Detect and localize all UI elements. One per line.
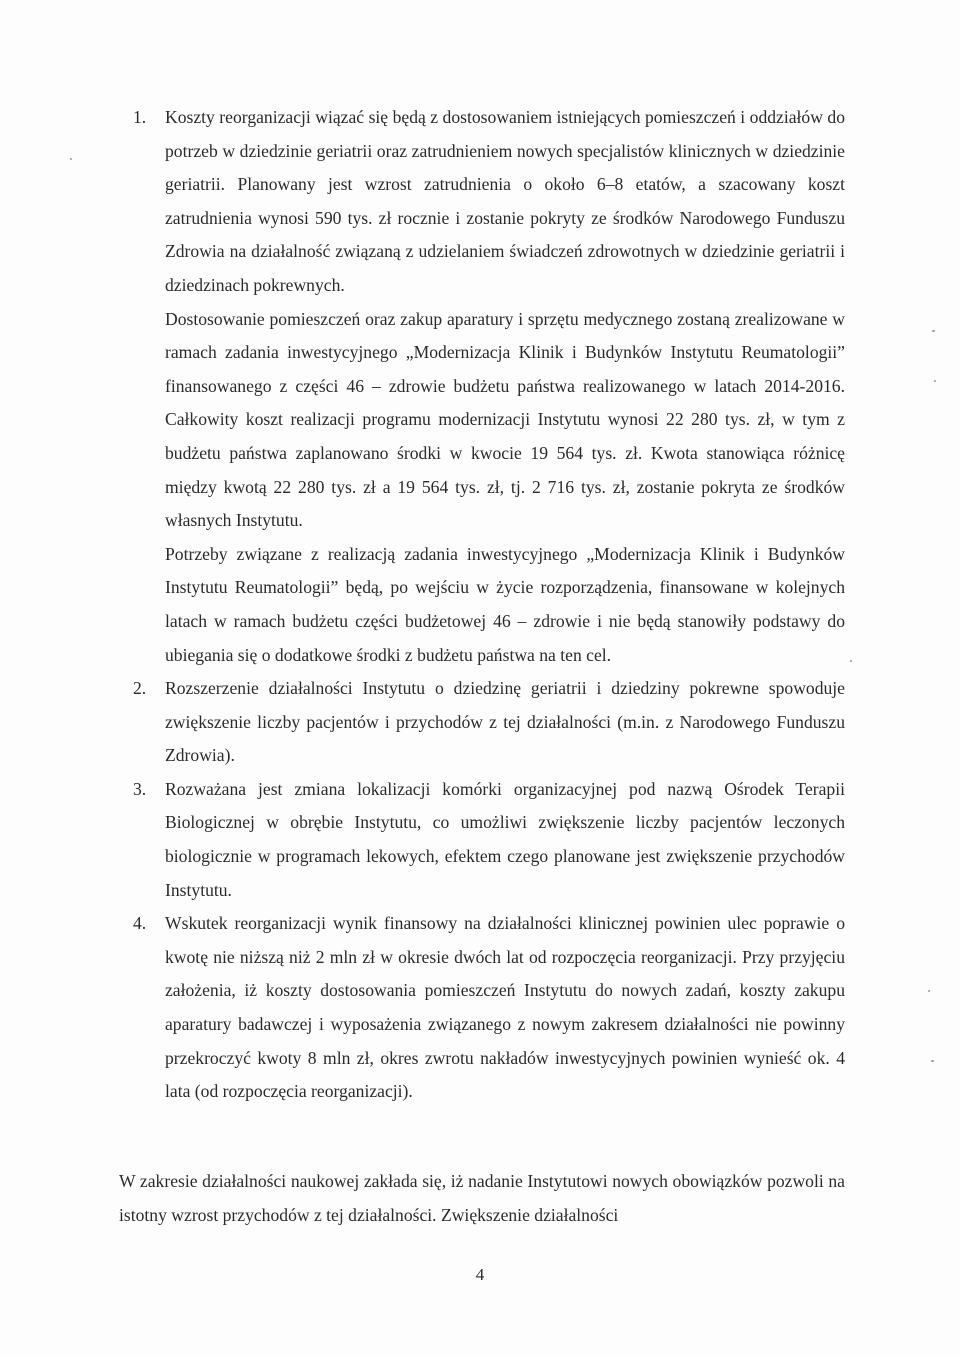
paragraph-future-financing: Potrzeby związane z realizacją zadania inwestycyjnego „Modernizacja Klinik i Budynków Instytutu Reumatologii” będą, po wejściu w życie rozporządzenia, finansowane w kolejnych latach w ramach budżetu części budżetowej 46 – zdrowie i nie będą stanowiły podstawy do ubiegania się o dodatkowe środki z budżetu państwa na ten cel. [165, 543, 845, 665]
list-item-2 [133, 672, 845, 773]
scan-speck [931, 1060, 934, 1062]
numbered-list [133, 101, 845, 1109]
list-item-number: 3. [133, 778, 147, 799]
list-item-number: 4. [133, 913, 147, 934]
page-number: 4 [475, 1265, 485, 1284]
closing-paragraph: W zakresie działalności naukowej zakłada się, iż nadanie Instytutowi nowych obowiązków pozwoli na istotny wzrost przychodów z tej działalności. Zwiększenie działalności [119, 1171, 845, 1225]
paragraph-modernization-funding: Dostosowanie pomieszczeń oraz zakup aparatury i sprzętu medycznego zostaną zrealizowane w ramach zadania inwestycyjnego „Modernizacja Klinik i Budynków Instytutu Reumatologii” finansowanego z części 46 – zdrowie budżetu państwa realizowanego w latach 2014-2016. Całkowity koszt realizacji programu modernizacji Instytutu wynosi 22 280 tys. zł, w tym z budżetu państwa zaplanowano środki w kwocie 19 564 tys. zł. Kwota stanowiąca różnicę między kwotą 22 280 tys. zł a 19 564 tys. zł, tj. 2 716 tys. zł, zostanie pokryta ze środków własnych Instytutu. [165, 308, 845, 531]
scan-speck [928, 990, 930, 992]
list-item-number: 2. [133, 678, 147, 699]
scan-speck [934, 380, 936, 382]
list-item-number: 1. [133, 107, 147, 127]
paragraph-biological-therapy-center: Rozważana jest zmiana lokalizacji komórki organizacyjnej pod nazwą Ośrodek Terapii Biologicznej w obrębie Instytutu, co umożliwi zwiększenie liczby pacjentów leczonych biologicznie w programach lekowych, efektem czego planowane jest zwiększenie przychodów Instytutu. [165, 778, 845, 900]
list-item-body [165, 773, 845, 907]
list-item-1 [133, 101, 845, 672]
paragraph-reorganization-costs: Koszty reorganizacji wiązać się będą z dostosowaniem istniejących pomieszczeń i oddziałów do potrzeb w dziedzinie geriatrii oraz zatrudnieniem nowych specjalistów klinicznych w dziedzinie geriatrii. Planowany jest wzrost zatrudnienia o około 6–8 etatów, a szacowany koszt zatrudnienia wynosi 590 tys. zł rocznie i zostanie pokryty ze środków Narodowego Funduszu Zdrowia na działalność związaną z udzielaniem świadczeń zdrowotnych w dziedzinie geriatrii i dziedzinach pokrewnych. [165, 107, 845, 295]
scan-speck [932, 330, 935, 332]
list-item-body [165, 907, 845, 1109]
scan-speck [70, 158, 72, 160]
list-item-body [165, 672, 845, 773]
list-item-body [165, 101, 845, 672]
list-item-4 [133, 907, 845, 1109]
paragraph-financial-result: Wskutek reorganizacji wynik finansowy na działalności klinicznej powinien ulec poprawie o kwotę nie niższą niż 2 mln zł w okresie dwóch lat od rozpoczęcia reorganizacji. Przy przyjęciu założenia, iż koszty dostosowania pomieszczeń Instytutu do nowych zadań, koszty zakupu aparatury badawczej i wyposażenia związanego z nowym zakresem działalności nie powinny przekroczyć kwoty 8 mln zł, okres zwrotu nakładów inwestycyjnych powinien wynieść ok. 4 lata (od rozpoczęcia reorganizacji). [165, 913, 845, 1102]
paragraph-activity-expansion: Rozszerzenie działalności Instytutu o dziedzinę geriatrii i dziedziny pokrewne spowoduje zwiększenie liczby pacjentów i przychodów z tej działalności (m.in. z Narodowego Funduszu Zdrowia). [165, 678, 845, 766]
scan-speck [850, 660, 852, 662]
list-item-3 [133, 773, 845, 907]
